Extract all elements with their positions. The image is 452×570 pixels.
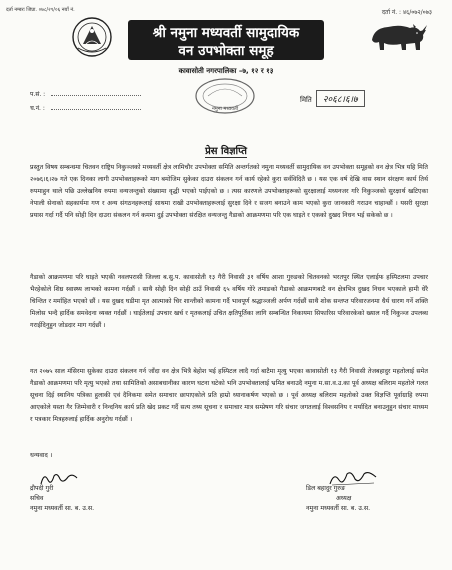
registration-number: दर्ता नम्बरः जिप्रा. ०७८/२९/०६ नयाँ नं. xyxy=(6,7,75,13)
organization-address: कावासोती नगरपालिका –७, १२ र १३ xyxy=(178,67,274,75)
darta-number: दर्ता नं. : ४६/०७२/०७३ xyxy=(381,9,432,16)
secretary-name: द्रौपदी गुरी xyxy=(30,485,54,492)
patra-sankhya-line xyxy=(30,90,141,98)
chairperson-org: नमुना मध्यवर्ती सा. ब. उ.स. xyxy=(306,505,371,512)
secretary-org: नमुना मध्यवर्ती सा. ब. उ.स. xyxy=(30,505,95,512)
rhino-logo xyxy=(366,18,428,54)
patra-dots xyxy=(51,95,141,96)
organization-subtitle: वन उपभोक्ता समूह xyxy=(178,43,274,59)
secretary-signature-block xyxy=(30,484,94,514)
chalani-label: च.नं. : xyxy=(30,105,45,112)
press-release-heading xyxy=(0,143,452,157)
chairperson-name: डिल बहादुर गुरुङ xyxy=(306,485,346,492)
date-value: २०६८।६।७ xyxy=(316,90,365,107)
organization-title: श्री नमुना मध्यवर्ती सामुदायिक xyxy=(152,25,300,41)
organization-stamp xyxy=(194,76,256,116)
secretary-role: सचिव xyxy=(30,495,44,502)
chairperson-role: अध्यक्ष xyxy=(336,495,352,502)
date-label: मिति xyxy=(300,96,312,104)
heading-text: प्रेस विज्ञप्ति xyxy=(205,146,247,157)
date-field xyxy=(300,90,365,107)
thanks-text: धन्यवाद । xyxy=(30,452,53,459)
paragraph-2: गैडाको आक्रमणमा परि घाइते भएकी नवलपरासी जिल्ला ब.सु.प. कावासोती १३ गैरी निवासी ३१ वर्षिय आशा गुरुङको चितवनको भरतपुर स्थित एलाईफ हस्पिटलमा उपचार भैरहेकोले शिघ्र स्वास्थ्य लाभको कामना गर्दछौं । साथै सोही दिन सोही ठाउँ निवासी ६५ वर्षिय गोरे तमाङको गैडाको आक्रमणबाटै वन क्षेत्रभित्र दुखद निधन भएकाले हामी धेरै चिन्तित र मर्माहित भएको छौं । यस दुखद घडीमा मृत आत्माको चिर शान्तीको कामना गर्दै भावपूर्ण श्रद्धाञ्जली अर्पण गर्दछौं साथै शोक सन्तप्त परिवारजनमा धैर्य धारण गर्ने शक्ति मिलोस भन्दै हार्दिक समवेदना व्यक्त गर्दछौं । घाईतेलाई उपचार खर्च र मृतकलाई उचित क्षतिपूर्तिका लागि सम्बन्धित निकायमा सिफारिस परिवारकेको ख्याल गर्दै निकुञ्ज उपलब्ध गराईदिनुहुन जोडदार माग गर्दछौं । xyxy=(30,274,428,329)
paragraph-3: गत २०७५ साल मंसिरमा सुकेका दाउरा संकलन गर्न जाँदा वन क्षेत्र भित्रै बेहोश भई हस्पिटल लादै गर्दा बाटैमा मृत्यु भएका कावासोती १३ गैरी निवासी तेजबहादुर महतोलाई समेत गैडाको आक्रमणमा परि मृत्यु भएको तथा सामितिको असाबधानीका कारण घटना घटेको भनि उपभोक्तालाई भ्रमित बनाउदै नमुना म.सा.व.उ.का पूर्व अध्यक्ष बलिराम महतोले गलत सूचना दिई स्थानिय पत्रिका हुलाकी एवं दैनिकमा समेत समाचार छापाएकोले प्रति हाम्रो ध्यानाकर्षण भएको छ । पूर्व अध्यक्ष बलिराम महतोको उक्त विज्ञप्ति पूर्वाग्राहि रुपमा आएकोले यस्ता गैर जिम्मेवारी र निन्दनिय कार्य प्रति खेद प्रकट गर्दै सत्य तथ्य सूचना र समाचार मात्र सम्प्रेषण गरि संचार जगतलाई विश्वसनिय र मर्यादित बनाउनुहुन संचार माध्यम र पत्रकार मित्रहरुलाई हार्दिक अनुरोध गर्दछौं । xyxy=(30,368,428,423)
nepal-emblem-logo xyxy=(70,16,114,58)
stamp-text: नमुना मध्यवर्ती xyxy=(211,106,239,112)
chalani-dots xyxy=(51,109,141,110)
patra-label: प.सं. : xyxy=(30,91,46,98)
chalani-line xyxy=(30,104,141,112)
organization-title-box xyxy=(128,20,324,60)
paragraph-1: प्रस्तुत विषय सम्बन्धमा चितवन राष्ट्रिय निकुञ्जको मध्यवर्ती क्षेत्र लामिचौर उपभोक्ता समिति अन्तर्गतको नमुना मध्यवर्ती सामुदायिक वन उपभोक्ता समूहको वन क्षेत्र भित्र यहि मिति २०७६।६।२७ गते एक दिनका लागी उपभोक्ताहरूको माग बमोजिम सुकेका दाउरा संकलन गर्न कार्य रहेको कुरा सर्वविदितै छ । यस एक वर्ष देखि वास स्थान संरक्षण कार्य तिर्थ रुपमाहुन थाले पछि उल्लेखनिय रुपमा वन्यजन्तुको संख्यामा वृद्धी भएको पाईएको छ । त्यस कारणले उपभोक्ताहरूको सुरक्षालाई मध्यनजर गरि निकुञ्जको सुरक्षार्थ खटिएका नेपाली सेनाको सहकार्यमा गण र अन्य संगठनहरूलाई साथमा राखी उपभोक्ताहरूलाई सुरक्षा दिने र सजग बनाउने काम भएको कुरा जानकारी गराउन चाहान्छौं । यसरी सुरक्षा प्रयास गर्दा गर्दै पनि सोही दिन दाउरा संकलन गर्न कममा दुई उपभोक्ता संरक्षित वन्यजन्तु गैडाको आक्रमणमा परि एक घाइते र एकको दुखद निधन भई सकेको छ । xyxy=(30,164,428,219)
chairperson-signature-block xyxy=(306,484,370,514)
